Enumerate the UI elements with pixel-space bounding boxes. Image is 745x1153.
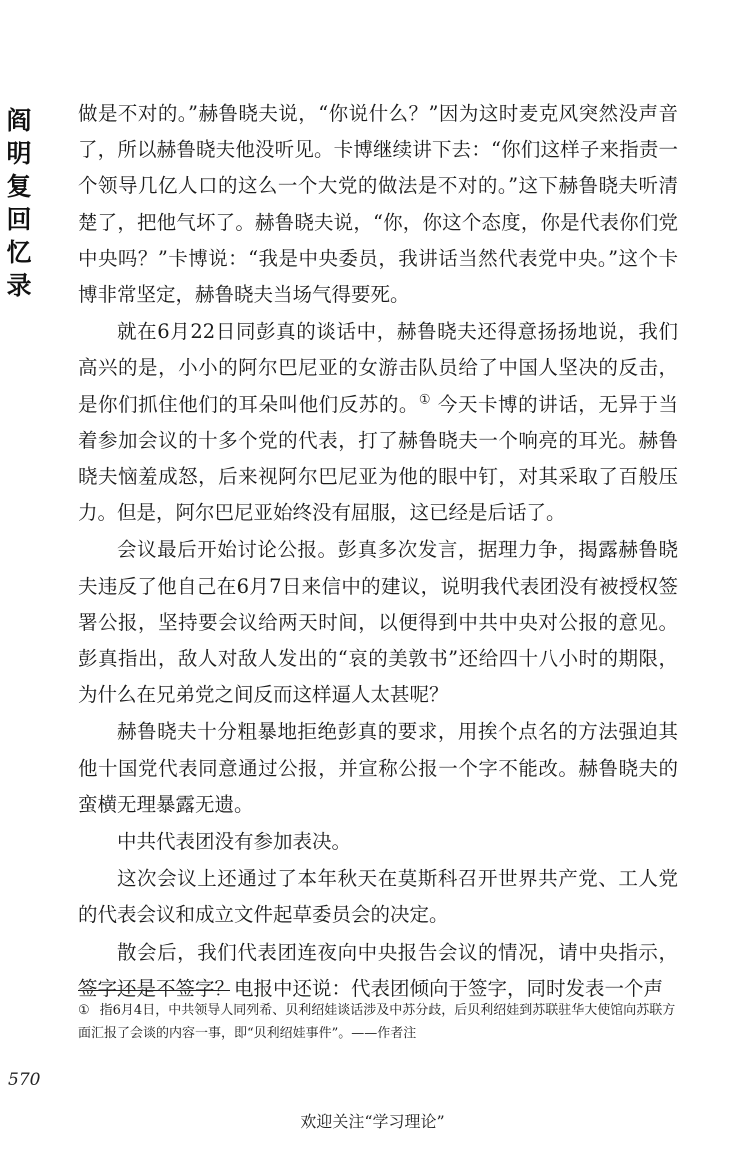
footnote xyxy=(78,999,678,1045)
paragraph-2-text-after: 今天卡博的讲话，无异于当着参加会议的十多个党的代表，打了赫鲁晓夫一个响亮的耳光。赫鲁晓夫恼羞成怒，后来视阿尔巴尼亚为他的眼中钉，对其采取了百般压力。但是，阿尔巴尼亚始终没有屈服，这已经是后话了。 xyxy=(78,392,678,525)
footnote-text: 指6月4日，中共领导人同列希、贝利绍娃谈话涉及中苏分歧，后贝利绍娃到苏联驻华大使馆向苏联方面汇报了会谈的内容一事，即“贝利绍娃事件”。——作者注 xyxy=(78,1003,676,1041)
book-title-char: 录 xyxy=(6,271,32,300)
footnote-mark: ① xyxy=(78,1003,90,1018)
watermark-text: 欢迎关注“学习理论” xyxy=(300,1112,445,1131)
book-title-char: 回 xyxy=(6,205,32,234)
book-title-vertical xyxy=(2,104,36,302)
footnote-divider xyxy=(78,990,230,991)
paragraph-2 xyxy=(78,314,678,531)
footnote-reference: ① xyxy=(418,392,432,408)
paragraph-5: 中共代表团没有参加表决。 xyxy=(117,830,352,854)
paragraph-1: 做是不对的。”赫鲁晓夫说，“你说什么？”因为这时麦克风突然没声音了，所以赫鲁晓夫他没听见。卡博继续讲下去：“你们这样子来指责一个领导几亿人口的这么一个大党的做法是不对的。”这下赫鲁晓夫听清楚了，把他气坏了。赫鲁晓夫说，“你，你这个态度，你是代表你们党中央吗？”卡博说：“我是中央委员，我讲话当然代表党中央。”这个卡博非常坚定，赫鲁晓夫当场气得要死。 xyxy=(78,102,678,307)
paragraph-7: 散会后，我们代表团连夜向中央报告会议的情况，请中央指示，签字还是不签字？电报中还说：代表团倾向于签字，同时发表一个声 xyxy=(78,940,678,1000)
paragraph-3: 会议最后开始讨论公报。彭真多次发言，据理力争，揭露赫鲁晓夫违反了他自己在6月7日来信中的建议，说明我代表团没有被授权签署公报，坚持要会议给两天时间，以便得到中共中央对公报的意见。彭真指出，敌人对敌人发出的“哀的美敦书”还给四十八小时的期限，为什么在兄弟党之间反而这样逼人太甚呢？ xyxy=(78,538,678,707)
book-title-char: 明 xyxy=(6,139,32,168)
body-text xyxy=(78,96,678,1007)
book-title-char: 忆 xyxy=(6,238,32,267)
paragraph-6: 这次会议上还通过了本年秋天在莫斯科召开世界共产党、工人党的代表会议和成立文件起草委员会的决定。 xyxy=(78,867,678,927)
book-title-char: 阎 xyxy=(6,106,32,135)
book-title-char: 复 xyxy=(6,172,32,201)
page-number: 570 xyxy=(8,1070,41,1090)
paragraph-4: 赫鲁晓夫十分粗暴地拒绝彭真的要求，用挨个点名的方法强迫其他十国党代表同意通过公报，并宣称公报一个字不能改。赫鲁晓夫的蛮横无理暴露无遗。 xyxy=(78,720,678,816)
paragraph-2-text: 就在6月22日同彭真的谈话中，赫鲁晓夫还得意扬扬地说，我们高兴的是，小小的阿尔巴尼亚的女游击队员给了中国人坚决的反击，是你们抓住他们的耳朵叫他们反苏的。 xyxy=(78,320,678,416)
